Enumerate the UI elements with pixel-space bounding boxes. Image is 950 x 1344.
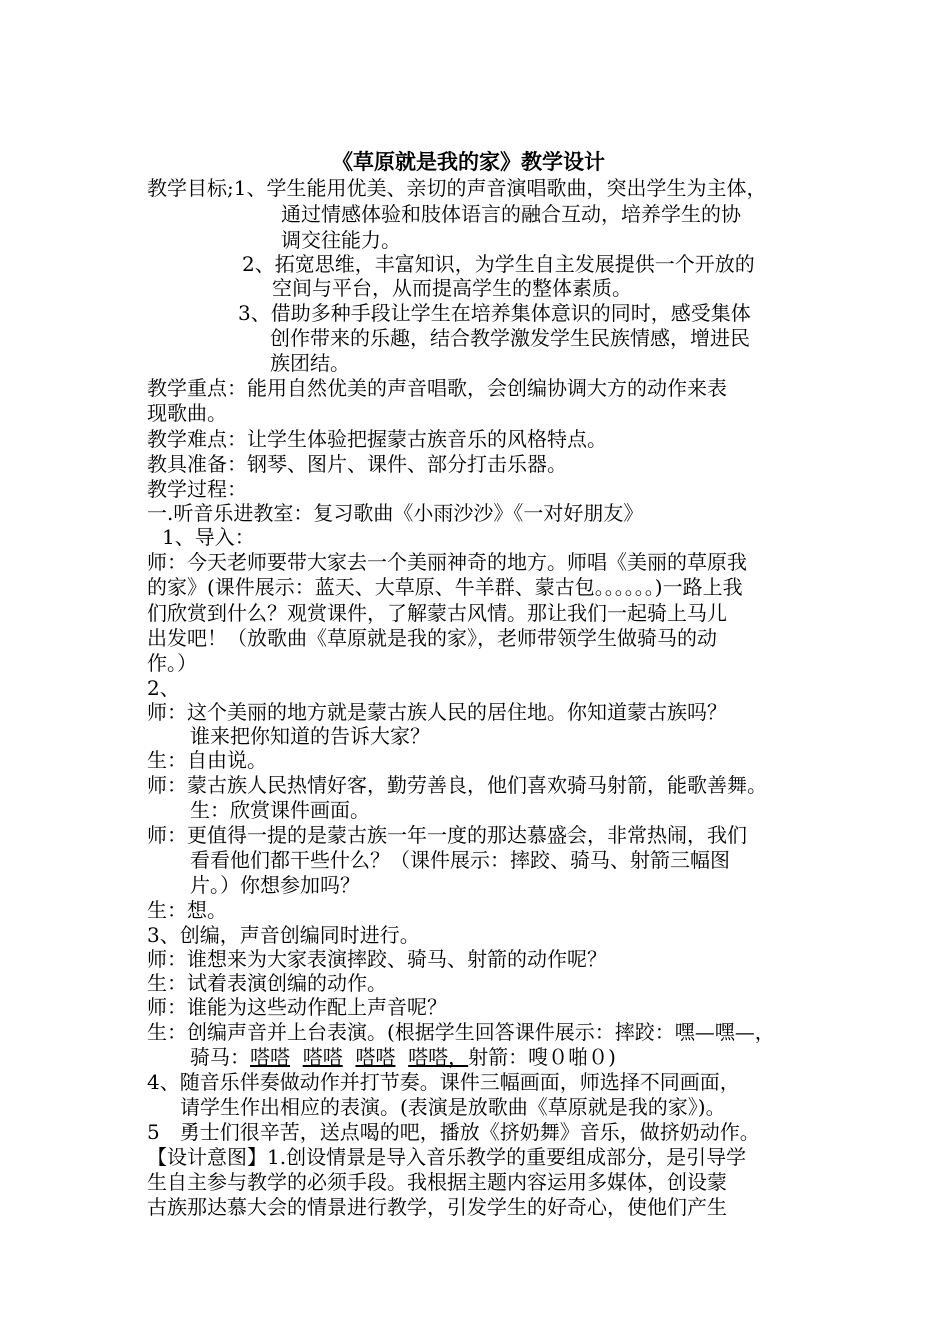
text-line: 创作带来的乐趣，结合教学激发学生民族情感，增进民 (270, 326, 750, 350)
text-line: 师：今天老师要带大家去一个美丽神奇的地方。师唱《美丽的草原我 (147, 550, 747, 574)
text-line: 出发吧！（放歌曲《草原就是我的家》，老师带领学生做骑马的动 (147, 626, 717, 650)
text-fragment: 射箭：嗖０啪０) (468, 1045, 616, 1069)
text-fragment: 骑马： (190, 1045, 250, 1069)
text-line: 族团结。 (270, 351, 350, 375)
text-line: 生自主参与教学的必须手段。我根据主题内容运用多媒体，创设蒙 (147, 1170, 727, 1194)
underlined-rhythm: 嗒嗒 (355, 1045, 396, 1069)
text-line: 教学过程： (147, 477, 247, 501)
text-line: 调交往能力。 (281, 228, 401, 252)
text-line (190, 1044, 616, 1070)
text-line: 生：想。 (147, 898, 227, 922)
text-line: 1、导入： (162, 525, 255, 549)
text-line: 师：蒙古族人民热情好客，勤劳善良，他们喜欢骑马射箭，能歌善舞。 (147, 773, 767, 797)
text-line: 师：谁能为这些动作配上声音呢？ (147, 995, 447, 1019)
text-line: 古族那达慕大会的情景进行教学，引发学生的好奇心，使他们产生 (147, 1195, 727, 1219)
text-line: 教学目标;1、学生能用优美、亲切的声音演唱歌曲，突出学生为主体， (147, 176, 767, 200)
text-line: 生：自由说。 (147, 748, 267, 772)
text-line: 现歌曲。 (147, 401, 227, 425)
text-line: 生：试着表演创编的动作。 (147, 971, 387, 995)
text-line: 师：谁想来为大家表演摔跤、骑马、射箭的动作呢？ (147, 947, 607, 971)
text-line: 空间与平台，从而提高学生的整体素质。 (272, 276, 632, 300)
text-line: 4、随音乐伴奏做动作并打节奏。课件三幅画面，师选择不同画面， (147, 1070, 740, 1094)
text-line: 教具准备：钢琴、图片、课件、部分打击乐器。 (147, 452, 567, 476)
text-line: 生：创编声音并上台表演。(根据学生回答课件展示：摔跤：嘿—嘿—， (147, 1020, 775, 1044)
text-line: 2、拓宽思维，丰富知识，为学生自主发展提供一个开放的 (242, 252, 755, 276)
text-line: 看看他们都干些什么？（课件展示：摔跤、骑马、射箭三幅图 (190, 848, 730, 872)
text-line: 一.听音乐进教室：复习歌曲《小雨沙沙》《一对好朋友》 (147, 501, 644, 525)
text-line: 请学生作出相应的表演。(表演是放歌曲《草原就是我的家》)。 (180, 1095, 726, 1119)
text-line: 【设计意图】1.创设情景是导入音乐教学的重要组成部分，是引导学 (147, 1145, 747, 1169)
text-line: 通过情感体验和肢体语言的融合互动，培养学生的协 (281, 202, 741, 226)
text-line: 谁来把你知道的告诉大家？ (190, 724, 430, 748)
text-line: 3、创编，声音创编同时进行。 (147, 923, 420, 947)
text-line: 师：这个美丽的地方就是蒙古族人民的居住地。你知道蒙古族吗？ (147, 700, 727, 724)
text-line: 教学难点：让学生体验把握蒙古族音乐的风格特点。 (147, 427, 607, 451)
text-line: 2、 (147, 676, 180, 700)
text-line: 的家》(课件展示：蓝天、大草原、牛羊群、蒙古包。。。。。。)一路上我 (147, 575, 743, 599)
underlined-rhythm: 嗒嗒 (302, 1045, 343, 1069)
text-line: 生：欣赏课件画面。 (190, 798, 370, 822)
text-line: 作。） (147, 651, 197, 675)
text-line: 们欣赏到什么？观赏课件，了解蒙古风情。那让我们一起骑上马儿 (147, 601, 727, 625)
text-line: 片。）你想参加吗？ (190, 873, 360, 897)
text-line: 3、借助多种手段让学生在培养集体意识的同时，感受集体 (238, 301, 751, 325)
text-line: 5 勇士们很辛苦，送点喝的吧，播放《挤奶舞》音乐，做挤奶动作。 (147, 1120, 760, 1144)
text-line: 教学重点：能用自然优美的声音唱歌，会创编协调大方的动作来表 (147, 376, 727, 400)
underlined-rhythm: 嗒嗒， (408, 1045, 469, 1069)
text-line: 师：更值得一提的是蒙古族一年一度的那达慕盛会，非常热闹，我们 (147, 823, 747, 847)
document-title: 《草原就是我的家》教学设计 (332, 149, 605, 174)
underlined-rhythm: 嗒嗒 (250, 1045, 290, 1069)
